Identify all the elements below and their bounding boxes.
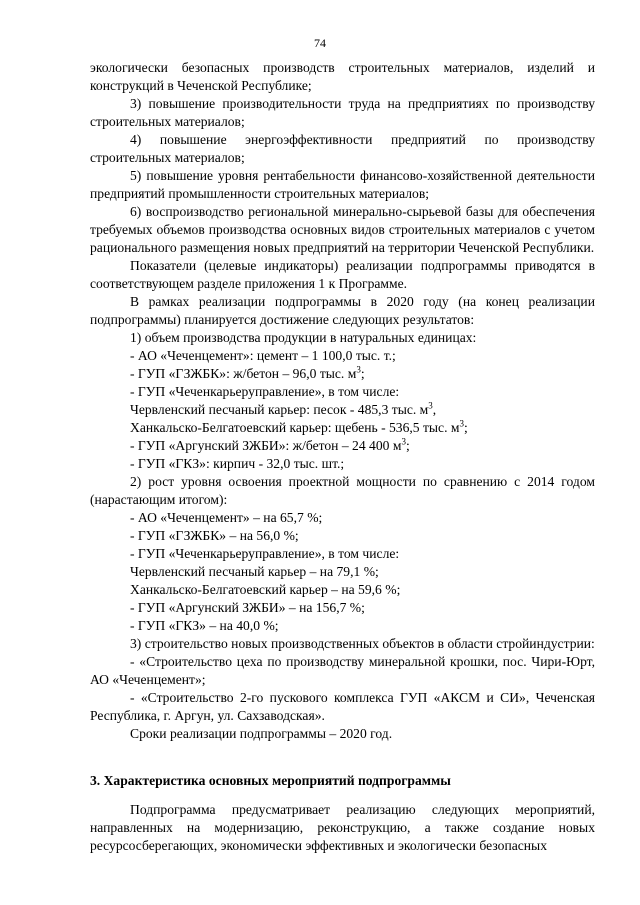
result-2-item: - АО «Чеченцемент» – на 65,7 %; bbox=[130, 510, 323, 525]
result-1-item: - ГУП «Аргунский ЗЖБИ»: ж/бетон – 24 400 $м^3$; bbox=[130, 436, 410, 453]
indicators-paragraph: Показатели (целевые индикаторы) реализации подпрограммы приводятся в соответствующем разделе приложения 1 к Программе. bbox=[90, 258, 595, 291]
result-2-item: - ГУП «ГЗЖБК» – на 56,0 %; bbox=[130, 528, 299, 543]
list-item-5: 5) повышение уровня рентабельности финансово-хозяйственной деятельности предприятий промышленности строительных материалов; bbox=[90, 168, 595, 201]
result-1-subitem: Ханкальско-Белгатоевский карьер: щебень - 536,5 тыс. $м^3$; bbox=[130, 418, 468, 435]
result-2-subitem: Ханкальско-Белгатоевский карьер – на 59,6 %; bbox=[130, 582, 401, 597]
document-body bbox=[90, 59, 595, 855]
result-2-item: - ГУП «ГКЗ» – на 40,0 %; bbox=[130, 618, 279, 633]
list-item-4: 4) повышение энергоэффективности предприятий по производству строительных материалов; bbox=[90, 132, 595, 165]
result-2-subitem: Червленский песчаный карьер – на 79,1 %; bbox=[130, 564, 379, 579]
result-1-item: - ГУП «ГКЗ»: кирпич - 32,0 тыс. шт.; bbox=[130, 456, 345, 471]
result-1-item: - ГУП «Чеченкарьеруправление», в том числе: bbox=[130, 384, 400, 399]
result-2-item: - ГУП «Аргунский ЗЖБИ» – на 156,7 %; bbox=[130, 600, 365, 615]
result-3-heading: 3) строительство новых производственных объектов в области стройиндустрии: bbox=[130, 636, 595, 651]
paragraph-continuation: экологически безопасных производств строительных материалов, изделий и конструкций в Чеченской Республике; bbox=[90, 60, 595, 93]
result-3-item: - «Строительство 2-го пускового комплекса ГУП «АКСМ и СИ», Чеченская Республика, г. Аргун, ул. Сахзаводская». bbox=[90, 690, 595, 723]
list-item-6: 6) воспроизводство региональной минерально-сырьевой базы для обеспечения требуемых объемов производства основных видов строительных материалов с учетом рационального размещения новых предприятий на территории Чеченской Республики. bbox=[90, 204, 595, 255]
page-number: 74 bbox=[314, 36, 326, 50]
section-paragraph: Подпрограмма предусматривает реализацию следующих мероприятий, направленных на модернизацию, реконструкцию, а также создание новых ресурсосберегающих, экономически эффективных и экологически безопасных bbox=[90, 802, 595, 853]
result-3-item: - «Строительство цеха по производству минеральной крошки, пос. Чири-Юрт, АО «Чеченцемент»; bbox=[90, 654, 595, 687]
result-2-item: - ГУП «Чеченкарьеруправление», в том числе: bbox=[130, 546, 400, 561]
results-intro-paragraph: В рамках реализации подпрограммы в 2020 году (на конец реализации подпрограммы) планируется достижение следующих результатов: bbox=[90, 294, 595, 327]
result-1-subitem: Червленский песчаный карьер: песок - 485,3 тыс. $м^3$, bbox=[130, 400, 437, 417]
list-item-3: 3) повышение производительности труда на предприятиях по производству строительных материалов; bbox=[90, 96, 595, 129]
result-1-item: - АО «Чеченцемент»: цемент – 1 100,0 тыс. т.; bbox=[130, 348, 396, 363]
result-1-heading: 1) объем производства продукции в натуральных единицах: bbox=[130, 330, 477, 345]
result-1-item: - ГУП «ГЗЖБК»: ж/бетон – 96,0 тыс. $м^3$; bbox=[130, 364, 365, 381]
result-2-heading: 2) рост уровня освоения проектной мощности по сравнению с 2014 годом (нарастающим итогом): bbox=[90, 474, 595, 507]
timeline-paragraph: Сроки реализации подпрограммы – 2020 год. bbox=[130, 726, 393, 741]
section-heading: 3. Характеристика основных мероприятий подпрограммы bbox=[90, 773, 451, 788]
